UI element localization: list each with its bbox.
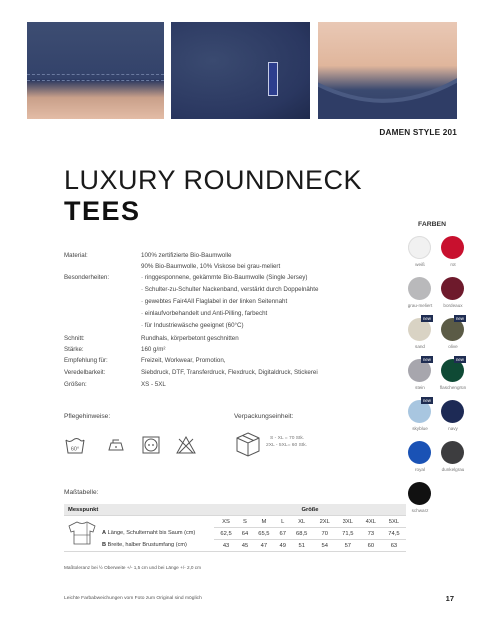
color-swatch-label: stein <box>415 385 425 390</box>
spec-value: 100% zertifizierte Bio-Baumwolle <box>141 252 232 259</box>
spec-key-weight: Stärke: <box>64 346 84 353</box>
value-cell: 60 <box>360 540 382 552</box>
value-cell: 45 <box>238 540 252 552</box>
value-cell: 74,5 <box>382 528 406 540</box>
row-b-label <box>102 542 187 548</box>
size-cell: 5XL <box>382 516 406 528</box>
value-cell: 68,5 <box>290 528 314 540</box>
spec-value: XS - 5XL <box>141 381 166 388</box>
row-a-letter: A <box>102 530 107 536</box>
spec-key-cut: Schnitt: <box>64 335 85 342</box>
no-bleach-icon <box>175 434 197 456</box>
color-swatch-label: rot <box>450 262 456 267</box>
spec-value: Rundhals, körperbetont geschnitten <box>141 335 239 342</box>
spec-key-recommendation: Empfehlung für: <box>64 357 108 364</box>
col-messpunkt: Messpunkt <box>64 504 214 516</box>
row-a-text: Länge, Schulternaht bis Saum (cm) <box>107 530 196 536</box>
value-cell: 43 <box>214 540 238 552</box>
value-cell: 70 <box>314 528 336 540</box>
size-cell: 2XL <box>314 516 336 528</box>
size-cell: L <box>276 516 290 528</box>
color-swatch-label: sand <box>415 344 425 349</box>
spec-value: · ringgesponnene, gekämmte Bio-Baumwolle (Single Jersey) <box>141 274 308 281</box>
value-cell: 54 <box>314 540 336 552</box>
spec-value: · einlaufvorbehandelt und Anti-Pilling, farbecht <box>141 310 268 317</box>
new-badge: new <box>423 316 431 321</box>
spec-key-features: Besonderheiten: <box>64 274 110 281</box>
size-cell: XS <box>214 516 238 528</box>
spec-key-sizes: Größen: <box>64 381 87 388</box>
spec-value: Freizeit, Workwear, Promotion, <box>141 357 226 364</box>
page-title: LUXURY ROUNDNECK <box>64 165 363 195</box>
color-swatch <box>408 277 431 300</box>
product-photo-sleeve <box>27 22 164 119</box>
size-cell: S <box>238 516 252 528</box>
color-swatch-label: navy <box>448 426 458 431</box>
tshirt-diagram-icon <box>67 520 97 546</box>
stitch-line <box>27 80 164 81</box>
measure-labels-cell <box>64 516 214 552</box>
value-cell: 63 <box>382 540 406 552</box>
packaging-heading: Verpackungseinheit: <box>234 413 294 420</box>
packaging-line: S - XL = 70 Stk. <box>270 436 305 441</box>
product-photo-neckline <box>318 22 457 119</box>
value-cell: 47 <box>252 540 276 552</box>
row-b-text: Breite, halber Brustumfang (cm) <box>107 542 187 548</box>
color-swatch <box>408 441 431 464</box>
spec-value: · gewebtes Fair4All Flaglabel in der linken Seitennaht <box>141 298 288 305</box>
size-cell: 4XL <box>360 516 382 528</box>
new-badge: new <box>456 316 464 321</box>
size-table <box>64 504 406 552</box>
spec-value: 90% Bio-Baumwolle, 10% Viskose bei grau-meliert <box>141 263 281 270</box>
spec-value: Siebdruck, DTF, Transferdruck, Flexdruck, Digitaldruck, Stickerei <box>141 369 318 376</box>
color-swatch-label: schwarz <box>411 508 429 513</box>
iron-icon <box>105 434 127 456</box>
spec-key-material: Material: <box>64 252 88 259</box>
value-cell: 67 <box>276 528 290 540</box>
care-heading: Pflegehinweise: <box>64 413 111 420</box>
col-groesse: Größe <box>214 504 406 516</box>
tolerance-note: Maßtoleranz bei ½ Oberweite +/- 1,5 cm und bei Länge +/- 2,0 cm <box>64 565 202 570</box>
product-photo-label <box>171 22 310 119</box>
color-swatch-label: skyblue <box>412 426 428 431</box>
neckline-shape <box>318 22 457 119</box>
tumble-dry-icon <box>140 434 162 456</box>
color-swatch-label: royal <box>415 467 425 472</box>
packaging-line: 2XL - 5XL= 60 Stk. <box>266 443 308 448</box>
svg-text:60°: 60° <box>70 446 80 453</box>
value-cell: 62,5 <box>214 528 238 540</box>
color-swatch-label: flaschengrün <box>439 385 467 390</box>
size-cell: 3XL <box>336 516 360 528</box>
footer-note: Leichte Farbabweichungen vom Foto zum Original sind möglich <box>64 596 202 601</box>
page-number: 17 <box>445 594 454 603</box>
color-swatch <box>408 482 431 505</box>
value-cell: 71,5 <box>336 528 360 540</box>
size-cell: M <box>252 516 276 528</box>
page-title-bold: TEES <box>64 196 141 226</box>
box-icon <box>234 430 262 458</box>
color-swatch-label: olive <box>448 344 458 349</box>
color-swatch-label: bordeaux <box>443 303 463 308</box>
table-header-row <box>64 504 406 516</box>
new-badge: new <box>423 398 431 403</box>
stitch-line <box>27 74 164 75</box>
color-swatch <box>441 236 464 259</box>
measure-heading: Maßtabelle: <box>64 489 99 496</box>
value-cell: 51 <box>290 540 314 552</box>
spec-value: · für Industriewäsche geeignet (60°C) <box>141 322 244 329</box>
row-b-letter: B <box>102 542 107 548</box>
new-badge: new <box>456 357 464 362</box>
spec-key-finishing: Veredelbarkeit: <box>64 369 106 376</box>
style-label: DAMEN STYLE 201 <box>379 128 457 137</box>
size-cell: XL <box>290 516 314 528</box>
wash-60-icon <box>64 434 86 456</box>
flag-label <box>268 62 278 96</box>
colors-heading: FARBEN <box>418 221 446 228</box>
spec-value: 160 g/m² <box>141 346 166 353</box>
color-swatch-label: dunkelgrau <box>441 467 465 472</box>
value-cell: 49 <box>276 540 290 552</box>
color-swatch-label: grau-meliert <box>407 303 433 308</box>
sizes-row <box>64 516 406 528</box>
color-swatch <box>441 441 464 464</box>
row-a-label <box>102 530 195 536</box>
color-swatch <box>441 400 464 423</box>
value-cell: 73 <box>360 528 382 540</box>
new-badge: new <box>423 357 431 362</box>
color-swatch-label: weiß <box>415 262 425 267</box>
value-cell: 64 <box>238 528 252 540</box>
value-cell: 57 <box>336 540 360 552</box>
value-cell: 65,5 <box>252 528 276 540</box>
spec-value: · Schulter-zu-Schulter Nackenband, verstärkt durch Doppelnähte <box>141 286 319 293</box>
color-swatch <box>408 236 431 259</box>
color-swatch <box>441 277 464 300</box>
